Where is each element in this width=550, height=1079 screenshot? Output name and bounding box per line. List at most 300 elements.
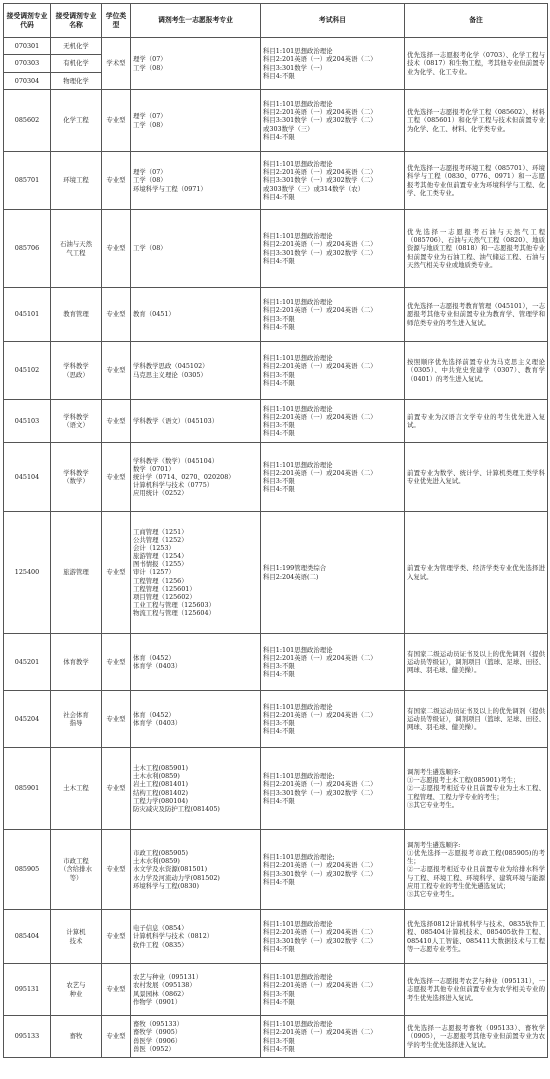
major-code: 045204 — [14, 714, 40, 723]
degree-type: 专业型 — [106, 472, 126, 481]
remarks-cell — [405, 830, 548, 910]
major-name-cell — [51, 634, 102, 691]
exam-subjects-cell — [261, 90, 405, 152]
remark-line: ②一志愿报考相近专业且前置专业为给排水科学与工程、环境工程、环境科学、建筑环境与能源应用工程专业的考生优先遴选复试； — [407, 865, 545, 890]
first-choice-major: 计算机科学与技术（0812） — [133, 932, 214, 941]
remark-line: 调剂考生遴选顺序: — [407, 841, 461, 850]
table-row — [4, 38, 548, 55]
exam-subject: 科目4:不限 — [263, 429, 295, 438]
major-name-cell — [51, 90, 102, 152]
remark-line: 前置专业为数学、统计学、计算机类理工类学科专业优先进入复试。 — [407, 468, 545, 485]
remarks-cell — [405, 210, 548, 288]
major-code: 045201 — [14, 657, 40, 666]
major-name-line: 等） — [69, 873, 83, 882]
exam-subject: 科目2:201英语（一）或204英语（二） — [263, 168, 377, 177]
remark-line: 优先选择一志愿报考石油与天然气工程（085706）、石油与天然气工程（0820）、地质资源与地质工程（0818）和一志愿报考其他专业但前置专业为石油工程、油气储运工程、石油与天然气相关专业或地质类专业。 — [407, 228, 545, 269]
remark-line: 有国家二级运动员证书及以上的优先调剂（提供运动员等级证），调剂项目（篮球、足球、田径、网球、羽毛球、健美操）。 — [407, 706, 545, 732]
remarks-cell — [405, 288, 548, 342]
major-name-line: 气工程 — [66, 248, 86, 257]
exam-subject: 科目1:199管理类综合 — [263, 564, 327, 573]
header-major-name: 接受调剂专业名称 — [51, 4, 102, 38]
major-code-cell — [4, 691, 51, 748]
major-code-cell — [4, 1016, 51, 1058]
major-name-line: （思政） — [63, 370, 89, 379]
first-choice-major: 防灾减灾及防护工程(081405) — [133, 804, 220, 813]
exam-subject: 科目3:不限 — [263, 370, 295, 379]
remarks-cell — [405, 512, 548, 634]
exam-subjects-cell — [261, 830, 405, 910]
remarks-cell — [405, 691, 548, 748]
exam-subject: 科目4:不限 — [263, 796, 295, 805]
first-choice-major: 体育（0452） — [133, 653, 175, 662]
table-row — [4, 443, 548, 512]
major-code: 085701 — [14, 176, 40, 185]
first-choice-majors-cell — [131, 512, 261, 634]
first-choice-majors-cell — [131, 90, 261, 152]
header-first-choice-major: 调剂考生一志愿报考专业 — [131, 4, 261, 38]
first-choice-major: 农艺与种业（095131） — [133, 973, 203, 982]
major-code: 095133 — [14, 1032, 40, 1041]
degree-type-cell — [102, 1016, 131, 1058]
major-code: 095131 — [14, 985, 40, 994]
major-code: 045103 — [14, 416, 40, 425]
degree-type: 学术型 — [106, 59, 126, 68]
remark-line: 优先选择一志愿报考畜牧（095133）、畜牧学（0905），一志愿报考其他专业但前置专业为农学的考生优先选择进入复试。 — [407, 1024, 545, 1049]
first-choice-major: 工程管理（1256） — [133, 576, 188, 585]
major-code: 085706 — [14, 244, 40, 253]
first-choice-majors-cell — [131, 400, 261, 443]
major-name-cell — [51, 152, 102, 210]
table-row — [4, 90, 548, 152]
major-name-cell — [51, 748, 102, 830]
major-code-cell — [4, 910, 51, 964]
exam-subject: 科目1:101思想政治理论 — [263, 973, 333, 982]
major-code-cell — [4, 288, 51, 342]
major-code-cell — [4, 748, 51, 830]
exam-subject: 科目2:201英语（一）或204英语（二） — [263, 1028, 377, 1037]
major-code-cell — [4, 55, 51, 73]
major-code-cell — [4, 38, 51, 55]
exam-subject: 科目1:101思想政治理论 — [263, 160, 333, 169]
exam-subject: 科目1:101思想政治理论 — [263, 298, 333, 307]
exam-subject: 科目2:201英语（一）或204英语（二） — [263, 362, 377, 371]
degree-type-cell — [102, 634, 131, 691]
remarks-cell — [405, 342, 548, 400]
first-choice-major: 理学（07） — [133, 55, 167, 64]
exam-subject: 科目4:不限 — [263, 1044, 295, 1053]
remark-line: ①优先选择一志愿报考市政工程(085905)的考生； — [407, 849, 545, 866]
exam-subject: 科目3:301数学（一）或302数学（二） — [263, 936, 377, 945]
major-name-cell — [51, 1016, 102, 1058]
degree-type: 专业型 — [106, 932, 126, 941]
first-choice-major: 工学（08） — [133, 63, 167, 72]
first-choice-major: 图书情报（1255） — [133, 560, 188, 569]
exam-subject: 科目1:101思想政治理论 — [263, 702, 333, 711]
exam-subject: 科目2:201英语（一）或204英语（二） — [263, 928, 377, 937]
major-name-line: 化学工程 — [63, 116, 89, 125]
major-name-cell — [51, 830, 102, 910]
exam-subjects-cell — [261, 910, 405, 964]
first-choice-majors-cell — [131, 748, 261, 830]
table-body — [4, 38, 548, 1058]
first-choice-major: 岩土工程(081401) — [133, 780, 188, 789]
first-choice-major: 学科教学（数学）（045104） — [133, 456, 219, 465]
remark-line: ①一志愿报考土木工程(085901)考生； — [407, 776, 520, 785]
degree-type: 专业型 — [106, 1032, 126, 1041]
table-header-row — [4, 4, 548, 38]
exam-subject: 科目4:不限 — [263, 997, 295, 1006]
exam-subject: 科目1:101思想政治理论 — [263, 354, 333, 363]
degree-type: 专业型 — [106, 244, 126, 253]
exam-subject: 科目4:不限 — [263, 192, 295, 201]
first-choice-major: 工学（08） — [133, 244, 167, 253]
major-name-line: 技术 — [69, 936, 83, 945]
remark-line: 优先选择一志愿报考化学（0703）、化学工程与技术（0817）和生物工程，考其他专业但前置专业为化学、化工专业。 — [407, 51, 545, 76]
first-choice-major: 应用统计（0252） — [133, 489, 188, 498]
remark-line: ②一志愿报考相近专业且前置专业为土木工程、工程管理、工程力学专业的考生； — [407, 784, 545, 801]
degree-type-cell — [102, 910, 131, 964]
exam-subject: 科目3:不限 — [263, 719, 295, 727]
first-choice-major: 统计学（0714、0270、020208） — [133, 472, 235, 481]
first-choice-majors-cell — [131, 691, 261, 748]
first-choice-major: 市政工程(085905) — [133, 849, 188, 858]
major-code: 070303 — [14, 59, 40, 68]
degree-type: 专业型 — [106, 416, 126, 425]
major-name-line: 物理化学 — [63, 76, 89, 85]
first-choice-major: 兽医学（0906） — [133, 1036, 182, 1045]
first-choice-major: 工商管理（1251） — [133, 527, 188, 536]
exam-subject: 科目3:301数学（一）或302数学（二） — [263, 248, 377, 257]
exam-subject: 科目2:201英语（一）或204英语（二） — [263, 710, 377, 719]
major-name-line: 学科教学 — [63, 362, 89, 371]
first-choice-major: 风景园林（0862） — [133, 989, 188, 998]
first-choice-majors-cell — [131, 38, 261, 90]
major-code: 125400 — [14, 568, 40, 577]
exam-subject: 科目1:101思想政治理论 — [263, 460, 333, 469]
major-name-cell — [51, 691, 102, 748]
exam-subjects-cell — [261, 400, 405, 443]
exam-subject: 科目2:201英语（一）或204英语（二） — [263, 55, 377, 64]
major-code: 085905 — [14, 865, 40, 874]
major-code-cell — [4, 73, 51, 90]
first-choice-major: 理学（07） — [133, 168, 167, 177]
table-row — [4, 964, 548, 1016]
major-code-cell — [4, 210, 51, 288]
first-choice-major: 学科教学思政（045102） — [133, 362, 209, 371]
major-name-line: （数学） — [63, 477, 89, 485]
first-choice-majors-cell — [131, 1016, 261, 1058]
major-name-line: 学科教学 — [63, 468, 89, 477]
first-choice-major: 土木工程(085901) — [133, 764, 188, 773]
first-choice-major: 马克思主义理论（0305） — [133, 370, 207, 379]
major-code: 085404 — [14, 932, 40, 941]
degree-type-cell — [102, 90, 131, 152]
major-code-cell — [4, 90, 51, 152]
major-name-line: 无机化学 — [63, 41, 89, 50]
major-name-line: 土木工程 — [63, 784, 89, 793]
exam-subject: 科目4:不限 — [263, 378, 295, 387]
first-choice-major: 环境科学与工程（0971） — [133, 184, 207, 193]
first-choice-major: 畜牧（095133） — [133, 1020, 183, 1029]
admission-adjustment-table — [3, 3, 548, 1058]
degree-type: 专业型 — [106, 310, 126, 319]
remark-line: 按照顺序优先选择前置专业为马克思主义理论（0305）、中共党史党建学（0307）、教育学（0401）的考生进入复试。 — [407, 358, 545, 383]
first-choice-major: 体育学（0403） — [133, 662, 182, 670]
remarks-cell — [405, 748, 548, 830]
remark-line: 优先选择0812计算机科学与技术、0835软件工程、085404计算机技术、085405软件工程、085410人工智能、085411大数据技术与工程等一志愿专业考生。 — [407, 920, 545, 953]
exam-subject: 或303数学（三）或314数学（农） — [263, 184, 365, 193]
first-choice-majors-cell — [131, 830, 261, 910]
first-choice-major: 体育学（0403） — [133, 719, 182, 727]
remark-line: 优先选择一志愿报考环境工程（085701）、环境科学与工程（0830、0776、0971）和一志愿报考其他专业但前置专业为环境科学与工程、化学、化工类专业。 — [407, 164, 545, 197]
exam-subjects-cell — [261, 748, 405, 830]
exam-subject: 科目3:301数学（一） — [263, 63, 327, 72]
exam-subject: 科目2:204英语(二) — [263, 572, 319, 581]
exam-subjects-cell — [261, 210, 405, 288]
exam-subject: 科目1:101思想政治理论 — [263, 100, 333, 109]
exam-subject: 科目4:不限 — [263, 132, 295, 141]
first-choice-major: 工学（08） — [133, 176, 167, 185]
major-name-line: 体育教学 — [63, 657, 89, 666]
major-code-cell — [4, 152, 51, 210]
exam-subject: 科目3:不限 — [263, 421, 295, 429]
first-choice-major: 物流工程与管理（125604） — [133, 608, 215, 617]
remark-line: 前置专业为管理学类、经济学类专业优先选择进入复试。 — [407, 564, 545, 581]
exam-subjects-cell — [261, 38, 405, 90]
exam-subjects-cell — [261, 288, 405, 342]
degree-type-cell — [102, 288, 131, 342]
major-code: 045104 — [14, 472, 40, 481]
degree-type: 专业型 — [106, 568, 126, 577]
exam-subject: 科目4:不限 — [263, 944, 295, 953]
exam-subject: 科目2:201英语（一）或204英语（二） — [263, 240, 377, 249]
remark-line: 优先选择一志愿报考化学工程（085602）、材料工程（085601）和化学工程与技术但前置专业为化学、化工、材料、化学类专业。 — [407, 108, 545, 133]
degree-type-cell — [102, 443, 131, 512]
exam-subject: 科目3:301数学（一）或302数学（二） — [263, 116, 377, 125]
exam-subject: 科目3:不限 — [263, 477, 295, 485]
major-code: 085901 — [14, 784, 40, 793]
degree-type-cell — [102, 342, 131, 400]
major-name-line: 种业 — [69, 989, 83, 998]
exam-subject: 科目1:101思想政治理论; — [263, 772, 335, 781]
degree-type: 专业型 — [106, 657, 126, 666]
major-name-line: 市政工程 — [63, 857, 89, 866]
remarks-cell — [405, 38, 548, 90]
first-choice-major: 环境科学与工程(0830) — [133, 881, 199, 890]
major-name-cell — [51, 910, 102, 964]
exam-subject: 科目1:101思想政治理论 — [263, 404, 333, 413]
remarks-cell — [405, 1016, 548, 1058]
degree-type-cell — [102, 830, 131, 910]
remark-line: 优先选择一志愿报考教育管理（045101），一志愿报考其他专业但前置专业为教育学、管理学和师范类专业的考生进入复试。 — [407, 302, 545, 327]
major-name-line: （语文） — [63, 421, 89, 429]
header-degree-type: 学位类型 — [102, 4, 131, 38]
first-choice-majors-cell — [131, 288, 261, 342]
major-code: 085602 — [14, 116, 40, 125]
header-major-code: 接受调剂专业代码 — [4, 4, 51, 38]
exam-subjects-cell — [261, 342, 405, 400]
first-choice-major: 工业工程与管理（125603） — [133, 600, 215, 609]
first-choice-major: 水力学及河流动力学(081502) — [133, 873, 220, 882]
exam-subject: 科目2:201英语（一）或204英语（二） — [263, 306, 377, 315]
table-row — [4, 1016, 548, 1058]
degree-type-cell — [102, 152, 131, 210]
major-code: 045101 — [14, 310, 40, 319]
first-choice-major: 教育（0451） — [133, 310, 175, 319]
table-row — [4, 634, 548, 691]
exam-subjects-cell — [261, 152, 405, 210]
first-choice-major: 畜牧学（0905） — [133, 1028, 182, 1037]
first-choice-major: 工学（08） — [133, 120, 167, 129]
exam-subject: 科目3:不限 — [263, 314, 295, 323]
exam-subject: 科目2:201英语（一）或204英语（二） — [263, 653, 377, 662]
exam-subject: 科目1:101思想政治理论 — [263, 1020, 333, 1029]
first-choice-majors-cell — [131, 634, 261, 691]
degree-type-cell — [102, 691, 131, 748]
major-name-line: 有机化学 — [63, 59, 89, 68]
exam-subject: 科目3:不限 — [263, 662, 295, 670]
exam-subject: 科目3:不限 — [263, 1036, 295, 1045]
exam-subjects-cell — [261, 443, 405, 512]
major-code: 070304 — [14, 76, 40, 85]
first-choice-major: 作物学（0901） — [133, 997, 182, 1006]
first-choice-major: 土木水利(0859) — [133, 857, 180, 866]
degree-type: 专业型 — [106, 784, 126, 793]
first-choice-major: 公共管理（1252） — [133, 536, 188, 545]
first-choice-major: 工程力学(080104) — [133, 796, 188, 805]
exam-subject: 科目1:101思想政治理论 — [263, 47, 333, 56]
first-choice-major: 计算机科学与技术（0775） — [133, 481, 214, 490]
remarks-cell — [405, 400, 548, 443]
degree-type: 专业型 — [106, 116, 126, 125]
remarks-cell — [405, 152, 548, 210]
major-code: 045102 — [14, 366, 40, 375]
major-name-line: 学科教学 — [63, 412, 89, 421]
remark-line: ③其它专业考生。 — [407, 800, 459, 809]
major-name-line: 环境工程 — [63, 176, 89, 185]
first-choice-major: 土木水利(0859) — [133, 772, 180, 781]
major-name-cell — [51, 210, 102, 288]
first-choice-major: 工程管理（125601） — [133, 584, 196, 593]
degree-type: 专业型 — [106, 714, 126, 723]
major-name-cell — [51, 964, 102, 1016]
major-name-cell — [51, 288, 102, 342]
major-code: 070301 — [14, 41, 40, 50]
table-row — [4, 910, 548, 964]
exam-subject: 科目3:301数学（一）或302数学（二） — [263, 788, 377, 797]
major-code-cell — [4, 342, 51, 400]
exam-subject: 科目4:不限 — [263, 877, 295, 886]
first-choice-major: 软件工程（0835） — [133, 940, 188, 949]
first-choice-major: 农村发展（095138） — [133, 981, 196, 990]
remarks-cell — [405, 443, 548, 512]
first-choice-major: 电子信息（0854） — [133, 924, 188, 933]
remarks-cell — [405, 90, 548, 152]
table-row — [4, 830, 548, 910]
table-row — [4, 210, 548, 288]
major-code-cell — [4, 400, 51, 443]
exam-subject: 科目1:101思想政治理论 — [263, 920, 333, 929]
exam-subject: 科目3:301数学（一）或302数学（二） — [263, 176, 377, 185]
major-name-line: 农艺与 — [66, 981, 86, 990]
major-name-cell — [51, 38, 102, 55]
degree-type: 专业型 — [106, 985, 126, 994]
exam-subject: 科目1:101思想政治理论 — [263, 645, 333, 654]
table-row — [4, 400, 548, 443]
table-row — [4, 342, 548, 400]
major-code-cell — [4, 830, 51, 910]
first-choice-majors-cell — [131, 342, 261, 400]
major-code-cell — [4, 964, 51, 1016]
table-row — [4, 288, 548, 342]
exam-subject: 科目2:201英语（一）或204英语（二） — [263, 108, 377, 117]
first-choice-major: 旅游管理（1254） — [133, 552, 188, 561]
exam-subject: 科目1:101思想政治理论 — [263, 232, 333, 241]
exam-subject: 科目4:不限 — [263, 256, 295, 265]
header-exam-subjects: 考试科目 — [261, 4, 405, 38]
table-row — [4, 748, 548, 830]
major-name-line: 畜牧 — [69, 1032, 83, 1041]
first-choice-major: 结构工程(081402) — [133, 788, 188, 797]
remarks-cell — [405, 634, 548, 691]
degree-type-cell — [102, 210, 131, 288]
exam-subjects-cell — [261, 634, 405, 691]
first-choice-major: 兽医（0952） — [133, 1044, 175, 1053]
first-choice-major: 数学（0701） — [133, 464, 175, 473]
major-code-cell — [4, 634, 51, 691]
major-code-cell — [4, 512, 51, 634]
major-code-cell — [4, 443, 51, 512]
exam-subject: 科目1:101思想政治理论; — [263, 853, 335, 862]
table-row — [4, 512, 548, 634]
remark-line: 前置专业为汉语言文学专业的考生优先进入复试。 — [407, 412, 545, 429]
major-name-cell — [51, 55, 102, 73]
first-choice-majors-cell — [131, 210, 261, 288]
first-choice-major: 学科教学（语文）（045103） — [133, 416, 219, 425]
degree-type-cell — [102, 38, 131, 90]
remark-line: 有国家二级运动员证书及以上的优先调剂（提供运动员等级证），调剂项目（篮球、足球、田径、网球、羽毛球、健美操）。 — [407, 649, 545, 675]
first-choice-major: 水文学及水资源(081501) — [133, 865, 208, 874]
first-choice-majors-cell — [131, 152, 261, 210]
major-name-cell — [51, 512, 102, 634]
degree-type-cell — [102, 748, 131, 830]
exam-subject: 科目2:201英语（一）或204英语（二） — [263, 412, 377, 421]
major-name-line: （含给排水 — [60, 865, 92, 874]
first-choice-majors-cell — [131, 910, 261, 964]
exam-subject: 科目3:不限 — [263, 989, 295, 998]
remark-line: ③其它专业考生。 — [407, 889, 459, 898]
major-name-cell — [51, 73, 102, 90]
exam-subject: 或303数学（三） — [263, 124, 314, 133]
degree-type-cell — [102, 512, 131, 634]
exam-subject: 科目2:201英语（一）或204英语（二） — [263, 981, 377, 990]
table-row — [4, 691, 548, 748]
exam-subject: 科目3:301数学（一）或302数学（二） — [263, 869, 377, 878]
major-name-line: 旅游管理 — [63, 568, 89, 577]
remarks-cell — [405, 910, 548, 964]
header-remarks: 备注 — [405, 4, 548, 38]
remark-line: 优先选择一志愿报考农艺与种业（095131），一志愿报考其他专业但前置专业为农学相关专业的考生优先选择进入复试。 — [407, 977, 545, 1002]
exam-subjects-cell — [261, 1016, 405, 1058]
first-choice-majors-cell — [131, 443, 261, 512]
major-name-line: 教育管理 — [63, 310, 89, 319]
first-choice-major: 会计（1253） — [133, 544, 175, 553]
exam-subject: 科目2:201英语（一）或204英语（二） — [263, 861, 377, 870]
degree-type: 专业型 — [106, 366, 126, 375]
first-choice-majors-cell — [131, 964, 261, 1016]
major-name-cell — [51, 400, 102, 443]
exam-subjects-cell — [261, 512, 405, 634]
